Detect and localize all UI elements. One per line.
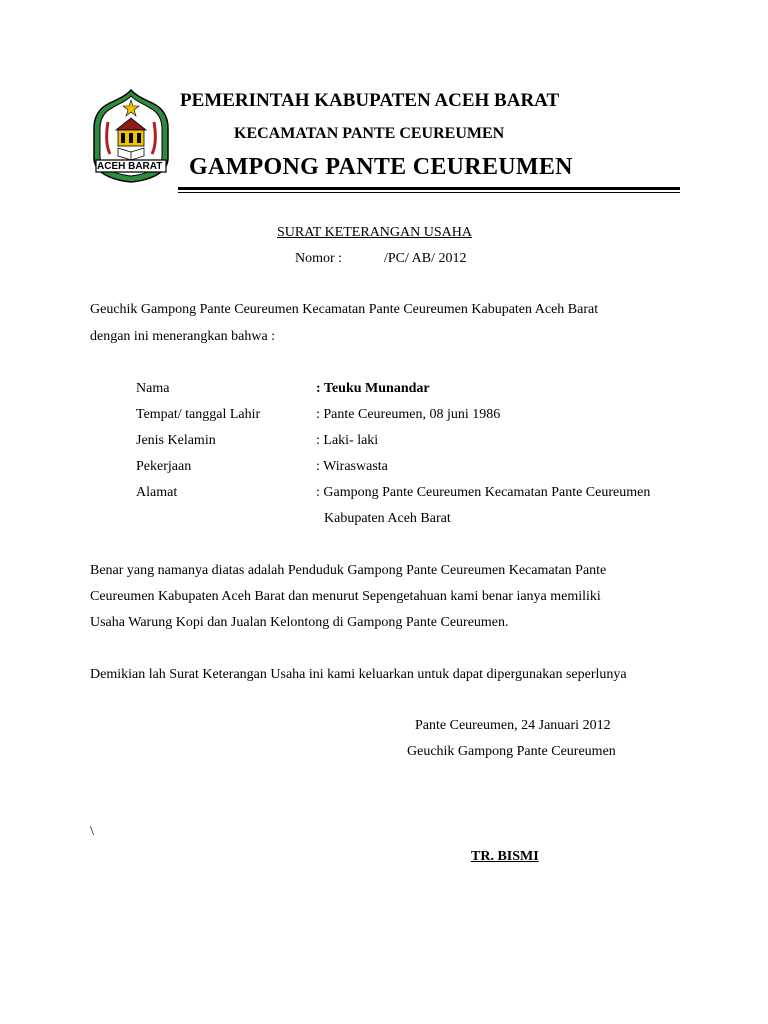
letterhead-divider-thick — [178, 187, 680, 190]
closing-statement: Demikian lah Surat Keterangan Usaha ini kami keluarkan untuk dapat dipergunakan seperlunya — [90, 667, 627, 682]
field-label-address: Alamat — [136, 485, 178, 500]
field-label-birth: Tempat/ tanggal Lahir — [136, 407, 261, 422]
field-label-gender: Jenis Kelamin — [136, 433, 216, 448]
letterhead-government: PEMERINTAH KABUPATEN ACEH BARAT — [180, 90, 560, 111]
logo-caption: ACEH BARAT — [97, 161, 163, 172]
signatory-name: TR. BISMI — [471, 849, 539, 864]
stray-mark: \ — [90, 824, 94, 839]
document-title: SURAT KETERANGAN USAHA — [277, 225, 472, 240]
letterhead-divider-thin — [178, 192, 680, 193]
field-value-address: : Gampong Pante Ceureumen Kecamatan Pante Ceureumen — [316, 485, 651, 500]
body-line-3: Usaha Warung Kopi dan Jualan Kelontong di Gampong Pante Ceureumen. — [90, 615, 509, 630]
document-number-label: Nomor : — [295, 251, 343, 266]
signature-place-date: Pante Ceureumen, 24 Januari 2012 — [415, 718, 611, 733]
body-line-2: Ceureumen Kabupaten Aceh Barat dan menurut Sepengetahuan kami benar ianya memiliki — [90, 589, 601, 604]
field-label-occupation: Pekerjaan — [136, 459, 192, 474]
document-number-value: /PC/ AB/ 2012 — [384, 251, 467, 266]
body-line-1: Benar yang namanya diatas adalah Penduduk Gampong Pante Ceureumen Kecamatan Pante — [90, 563, 607, 578]
field-value-address-continuation: Kabupaten Aceh Barat — [324, 511, 451, 526]
field-value-occupation: : Wiraswasta — [316, 459, 388, 474]
letterhead-subdistrict: KECAMATAN PANTE CEUREUMEN — [234, 125, 505, 142]
intro-line-1: Geuchik Gampong Pante Ceureumen Kecamatan Pante Ceureumen Kabupaten Aceh Barat — [90, 302, 599, 317]
field-value-birth: : Pante Ceureumen, 08 juni 1986 — [316, 407, 501, 422]
intro-line-2: dengan ini menerangkan bahwa : — [90, 329, 276, 344]
field-value-gender: : Laki- laki — [316, 433, 379, 448]
field-label-nama: Nama — [136, 381, 170, 396]
signature-role: Geuchik Gampong Pante Ceureumen — [407, 744, 616, 759]
letterhead-village: GAMPONG PANTE CEUREUMEN — [189, 154, 573, 180]
field-value-nama: : Teuku Munandar — [316, 381, 430, 396]
